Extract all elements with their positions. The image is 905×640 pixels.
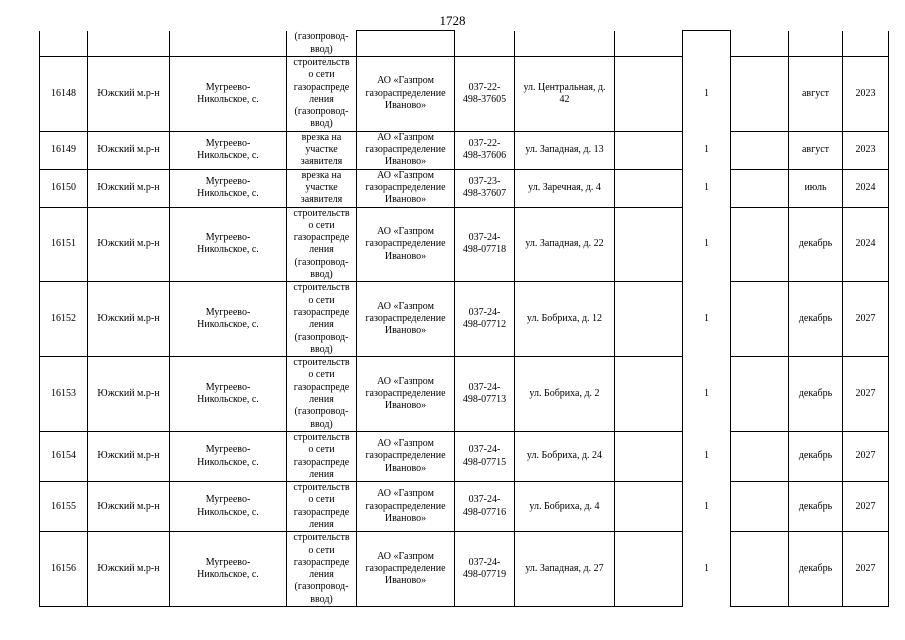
cell-blank-1 bbox=[615, 207, 683, 282]
page-number: 1728 bbox=[439, 13, 466, 28]
cell-organization: АО «Газпром газораспределение Иваново» bbox=[357, 357, 455, 432]
cell-id: 16149 bbox=[40, 131, 88, 169]
table-row bbox=[40, 482, 889, 532]
cell-work-type: строительств о сети газораспреде ления bbox=[287, 482, 357, 532]
cell-quantity: 1 bbox=[683, 57, 731, 132]
cell-district: Южский м.р-н bbox=[88, 131, 170, 169]
table-body bbox=[40, 31, 889, 607]
cell-blank-1 bbox=[615, 31, 683, 57]
cell-district: Южский м.р-н bbox=[88, 57, 170, 132]
table-row bbox=[40, 282, 889, 357]
cell-blank-2 bbox=[731, 57, 789, 132]
cell-year: 2023 bbox=[843, 57, 889, 132]
cell-locality: Мугреево- Никольское, с. bbox=[170, 131, 287, 169]
cell-number: 037-24- 498-07715 bbox=[455, 431, 515, 481]
table-row bbox=[40, 131, 889, 169]
cell-blank-1 bbox=[615, 131, 683, 169]
cell-year: 2027 bbox=[843, 357, 889, 432]
cell-number: 037-24- 498-07718 bbox=[455, 207, 515, 282]
cell-address: ул. Западная, д. 22 bbox=[515, 207, 615, 282]
cell-month: декабрь bbox=[789, 532, 843, 607]
cell-month: декабрь bbox=[789, 207, 843, 282]
cell-month: декабрь bbox=[789, 482, 843, 532]
cell-work-type: (газопровод- ввод) bbox=[287, 31, 357, 57]
cell-month: август bbox=[789, 57, 843, 132]
cell-work-type: строительств о сети газораспреде ления (газопровод- ввод) bbox=[287, 282, 357, 357]
cell-quantity: 1 bbox=[683, 532, 731, 607]
cell-address bbox=[515, 31, 615, 57]
cell-quantity: 1 bbox=[683, 131, 731, 169]
cell-locality bbox=[170, 31, 287, 57]
cell-blank-1 bbox=[615, 482, 683, 532]
cell-quantity: 1 bbox=[683, 169, 731, 207]
cell-quantity: 1 bbox=[683, 482, 731, 532]
cell-year: 2027 bbox=[843, 431, 889, 481]
cell-blank-2 bbox=[731, 482, 789, 532]
cell-blank-1 bbox=[615, 282, 683, 357]
cell-locality: Мугреево- Никольское, с. bbox=[170, 282, 287, 357]
cell-quantity: 1 bbox=[683, 431, 731, 481]
cell-blank-2 bbox=[731, 169, 789, 207]
cell-address: ул. Заречная, д. 4 bbox=[515, 169, 615, 207]
cell-organization: АО «Газпром газораспределение Иваново» bbox=[357, 131, 455, 169]
cell-number: 037-23- 498-37607 bbox=[455, 169, 515, 207]
cell-address: ул. Бобриха, д. 4 bbox=[515, 482, 615, 532]
cell-locality: Мугреево- Никольское, с. bbox=[170, 431, 287, 481]
cell-month bbox=[789, 31, 843, 57]
cell-work-type: строительств о сети газораспреде ления (газопровод- ввод) bbox=[287, 207, 357, 282]
cell-id: 16155 bbox=[40, 482, 88, 532]
cell-blank-2 bbox=[731, 31, 789, 57]
cell-locality: Мугреево- Никольское, с. bbox=[170, 482, 287, 532]
cell-number: 037-24- 498-07712 bbox=[455, 282, 515, 357]
cell-locality: Мугреево- Никольское, с. bbox=[170, 169, 287, 207]
cell-organization: АО «Газпром газораспределение Иваново» bbox=[357, 207, 455, 282]
cell-blank-1 bbox=[615, 57, 683, 132]
cell-organization: АО «Газпром газораспределение Иваново» bbox=[357, 57, 455, 132]
cell-blank-2 bbox=[731, 131, 789, 169]
cell-work-type: строительств о сети газораспреде ления bbox=[287, 431, 357, 481]
cell-number: 037-22- 498-37605 bbox=[455, 57, 515, 132]
cell-id: 16154 bbox=[40, 431, 88, 481]
cell-organization: АО «Газпром газораспределение Иваново» bbox=[357, 282, 455, 357]
cell-quantity: 1 bbox=[683, 207, 731, 282]
cell-number: 037-24- 498-07713 bbox=[455, 357, 515, 432]
cell-blank-2 bbox=[731, 532, 789, 607]
cell-district: Южский м.р-н bbox=[88, 482, 170, 532]
cell-month: декабрь bbox=[789, 431, 843, 481]
cell-blank-1 bbox=[615, 532, 683, 607]
cell-organization: АО «Газпром газораспределение Иваново» bbox=[357, 431, 455, 481]
cell-district: Южский м.р-н bbox=[88, 169, 170, 207]
cell-work-type: строительств о сети газораспреде ления (газопровод- ввод) bbox=[287, 57, 357, 132]
cell-quantity: 1 bbox=[683, 282, 731, 357]
cell-quantity: 1 bbox=[683, 357, 731, 432]
table-row bbox=[40, 431, 889, 481]
cell-work-type: строительств о сети газораспреде ления (газопровод- ввод) bbox=[287, 532, 357, 607]
cell-address: ул. Бобриха, д. 2 bbox=[515, 357, 615, 432]
cell-address: ул. Западная, д. 13 bbox=[515, 131, 615, 169]
cell-month: декабрь bbox=[789, 357, 843, 432]
cell-id: 16150 bbox=[40, 169, 88, 207]
cell-organization: АО «Газпром газораспределение Иваново» bbox=[357, 482, 455, 532]
cell-year: 2023 bbox=[843, 131, 889, 169]
cell-id bbox=[40, 31, 88, 57]
cell-district: Южский м.р-н bbox=[88, 207, 170, 282]
cell-id: 16151 bbox=[40, 207, 88, 282]
cell-organization: АО «Газпром газораспределение Иваново» bbox=[357, 169, 455, 207]
registry-table bbox=[39, 30, 889, 607]
cell-id: 16156 bbox=[40, 532, 88, 607]
table-row bbox=[40, 532, 889, 607]
cell-address: ул. Бобриха, д. 12 bbox=[515, 282, 615, 357]
cell-district: Южский м.р-н bbox=[88, 282, 170, 357]
cell-year: 2027 bbox=[843, 282, 889, 357]
cell-quantity bbox=[683, 31, 731, 57]
cell-blank-1 bbox=[615, 431, 683, 481]
cell-organization bbox=[357, 31, 455, 57]
cell-blank-2 bbox=[731, 207, 789, 282]
cell-district: Южский м.р-н bbox=[88, 532, 170, 607]
cell-work-type: врезка на участке заявителя bbox=[287, 131, 357, 169]
cell-number bbox=[455, 31, 515, 57]
cell-id: 16153 bbox=[40, 357, 88, 432]
cell-district bbox=[88, 31, 170, 57]
cell-month: июль bbox=[789, 169, 843, 207]
cell-district: Южский м.р-н bbox=[88, 431, 170, 481]
cell-number: 037-22- 498-37606 bbox=[455, 131, 515, 169]
cell-month: декабрь bbox=[789, 282, 843, 357]
cell-address: ул. Западная, д. 27 bbox=[515, 532, 615, 607]
cell-work-type: врезка на участке заявителя bbox=[287, 169, 357, 207]
cell-number: 037-24- 498-07719 bbox=[455, 532, 515, 607]
cell-id: 16152 bbox=[40, 282, 88, 357]
cell-blank-1 bbox=[615, 357, 683, 432]
cell-blank-2 bbox=[731, 282, 789, 357]
table-row bbox=[40, 357, 889, 432]
cell-year: 2027 bbox=[843, 482, 889, 532]
cell-id: 16148 bbox=[40, 57, 88, 132]
cell-year: 2024 bbox=[843, 169, 889, 207]
cell-work-type: строительств о сети газораспреде ления (газопровод- ввод) bbox=[287, 357, 357, 432]
table-row bbox=[40, 57, 889, 132]
cell-number: 037-24- 498-07716 bbox=[455, 482, 515, 532]
cell-address: ул. Центральная, д. 42 bbox=[515, 57, 615, 132]
table-row bbox=[40, 207, 889, 282]
cell-blank-1 bbox=[615, 169, 683, 207]
cell-district: Южский м.р-н bbox=[88, 357, 170, 432]
cell-year bbox=[843, 31, 889, 57]
cell-locality: Мугреево- Никольское, с. bbox=[170, 532, 287, 607]
table-row bbox=[40, 169, 889, 207]
cell-organization: АО «Газпром газораспределение Иваново» bbox=[357, 532, 455, 607]
cell-locality: Мугреево- Никольское, с. bbox=[170, 357, 287, 432]
cell-locality: Мугреево- Никольское, с. bbox=[170, 207, 287, 282]
cell-year: 2027 bbox=[843, 532, 889, 607]
cell-blank-2 bbox=[731, 357, 789, 432]
cell-month: август bbox=[789, 131, 843, 169]
cell-year: 2024 bbox=[843, 207, 889, 282]
cell-locality: Мугреево- Никольское, с. bbox=[170, 57, 287, 132]
cell-address: ул. Бобриха, д. 24 bbox=[515, 431, 615, 481]
continuation-row bbox=[40, 31, 889, 57]
cell-blank-2 bbox=[731, 431, 789, 481]
